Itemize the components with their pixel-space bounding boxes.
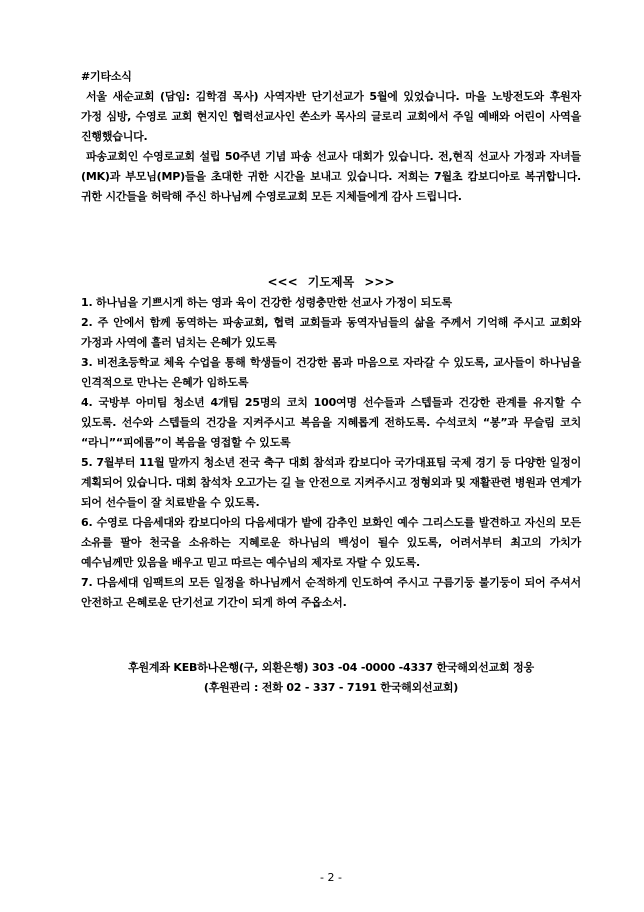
news-paragraph-2: 파송교회인 수영로교회 설립 50주년 기념 파송 선교사 대회가 있습니다. 전,현직 선교사 가정과 자녀들(MK)과 부모님(MP)들을 초대한 귀한 시간을 보내고 있습니다. 저희는 7월초 캄보디아로 복귀합니다. 귀한 시간들을 허락해 주신 하나님께 수영로교회 모든 지체들에게 감사 드립니다. <box>81 150 581 203</box>
prayer-heading: <<< 기도제목 >>> <box>267 275 395 289</box>
prayer-item-4: 4. 국방부 아미팀 청소년 4개팀 25명의 코치 100여명 선수들과 스텝들과 건강한 관계를 유지할 수 있도록. 선수와 스텝들의 건강을 지켜주시고 복음을 지혜롭게 전하도록. 수석코치 “봉”과 무슬림 코치 “라니”“피에롬”이 복음을 영접할 수 있도록 <box>81 396 581 449</box>
donation-account-line: 후원계좌 KEB하나은행(구, 외환은행) 303 -04 -0000 -4337 한국해외선교회 정웅 <box>128 661 534 674</box>
section-title: #기타소식 <box>81 70 132 83</box>
prayer-item-7: 7. 다음세대 임팩트의 모든 일정을 하나님께서 순적하게 인도하여 주시고 구름기둥 불기둥이 되어 주셔서 안전하고 은혜로운 단기선교 기간이 되게 하여 주옵소서. <box>81 576 581 609</box>
donation-contact-line: (후원관리 : 전화 02 - 337 - 7191 한국해외선교회) <box>203 681 459 694</box>
donation-account-section <box>81 658 581 698</box>
prayer-item-3: 3. 비전초등학교 체육 수업을 통해 학생들이 건강한 몸과 마음으로 자라갈 수 있도록, 교사들이 하나님을 인격적으로 만나는 은혜가 임하도록 <box>81 356 581 389</box>
news-paragraph-1: 서울 새순교회 (담임: 김학겸 목사) 사역자반 단기선교가 5월에 있었습니다. 마을 노방전도와 후원자 가정 심방, 수영로 교회 현지인 협력선교사인 쏜소카 목사의 글로리 교회에서 주일 예배와 어린이 사역을 진행했습니다. <box>81 90 581 143</box>
page-number: - 2 - <box>320 871 342 884</box>
news-section <box>81 87 581 207</box>
prayer-list <box>81 293 581 613</box>
prayer-item-2: 2. 주 안에서 함께 동역하는 파송교회, 협력 교회들과 동역자님들의 삶을 주께서 기억해 주시고 교회와 가정과 사역에 흘러 넘치는 은혜가 있도록 <box>81 316 581 349</box>
prayer-item-5: 5. 7월부터 11월 말까지 청소년 전국 축구 대회 참석과 캄보디아 국가대표팀 국제 경기 등 다양한 일정이 계획되어 있습니다. 대회 참석차 오고가는 길 늘 안전으로 지켜주시고 정형외과 및 재활관련 병원과 연계가 되어 선수들이 잘 치료받을 수 있도록. <box>81 456 581 509</box>
prayer-item-1: 1. 하나님을 기쁘시게 하는 영과 육이 건강한 성령충만한 선교사 가정이 되도록 <box>81 296 452 309</box>
prayer-item-6: 6. 수영로 다음세대와 캄보디아의 다음세대가 밭에 감추인 보화인 예수 그리스도를 발견하고 자신의 모든 소유를 팔아 천국을 소유하는 지혜로운 하나님의 백성이 될수 있도록, 어려서부터 최고의 가치가 예수님께만 있음을 배우고 믿고 따르는 예수님의 제자로 자랄 수 있도록. <box>81 516 581 569</box>
